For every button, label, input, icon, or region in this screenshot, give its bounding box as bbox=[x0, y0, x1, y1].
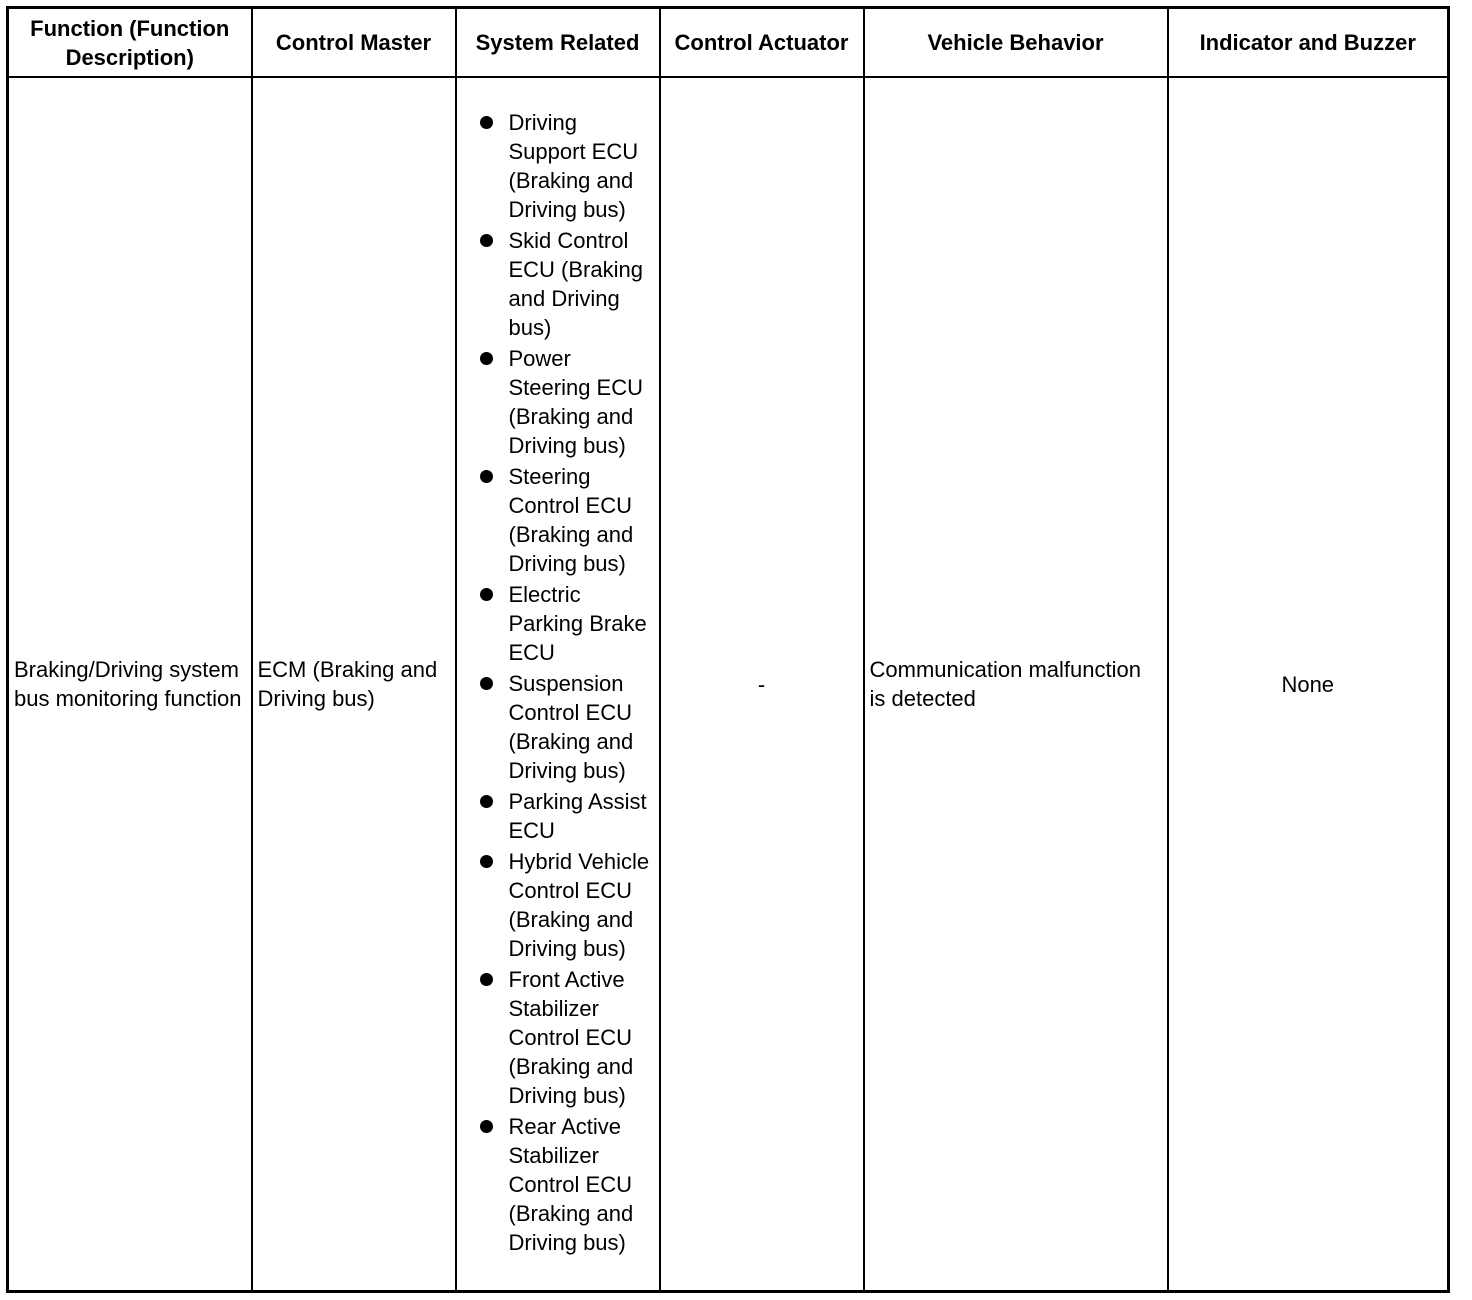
list-item-label: Parking Assist ECU bbox=[508, 789, 647, 843]
header-vehicle-behavior: Vehicle Behavior bbox=[864, 8, 1168, 78]
list-item bbox=[477, 847, 653, 963]
list-item bbox=[477, 344, 653, 460]
bullet-icon bbox=[480, 677, 493, 690]
system-related-list bbox=[457, 105, 659, 1263]
cell-control-master: ECM (Braking and Driving bus) bbox=[252, 77, 456, 1292]
cell-indicator-buzzer: None bbox=[1168, 77, 1449, 1292]
bullet-icon bbox=[480, 116, 493, 129]
bullet-icon bbox=[480, 795, 493, 808]
list-item bbox=[477, 108, 653, 224]
list-item bbox=[477, 462, 653, 578]
cell-control-actuator: - bbox=[660, 77, 864, 1292]
function-table bbox=[6, 6, 1450, 1293]
table-row bbox=[8, 77, 1449, 1292]
list-item bbox=[477, 1112, 653, 1257]
cell-vehicle-behavior: Communication malfunction is detected bbox=[864, 77, 1168, 1292]
header-function: Function (Function Description) bbox=[8, 8, 252, 78]
bullet-icon bbox=[480, 234, 493, 247]
list-item bbox=[477, 580, 653, 667]
header-system-related: System Related bbox=[456, 8, 660, 78]
bullet-icon bbox=[480, 588, 493, 601]
header-control-actuator: Control Actuator bbox=[660, 8, 864, 78]
list-item-label: Front Active Stabilizer Control ECU (Braking and Driving bus) bbox=[508, 967, 634, 1108]
bullet-icon bbox=[480, 352, 493, 365]
list-item-label: Electric Parking Brake ECU bbox=[508, 582, 647, 665]
list-item-label: Hybrid Vehicle Control ECU (Braking and Driving bus) bbox=[508, 849, 650, 961]
bullet-icon bbox=[480, 973, 493, 986]
list-item bbox=[477, 787, 653, 845]
list-item-label: Rear Active Stabilizer Control ECU (Braking and Driving bus) bbox=[508, 1114, 634, 1255]
list-item-label: Steering Control ECU (Braking and Driving bus) bbox=[508, 464, 634, 576]
list-item bbox=[477, 965, 653, 1110]
list-item-label: Power Steering ECU (Braking and Driving bus) bbox=[508, 346, 644, 458]
list-item-label: Suspension Control ECU (Braking and Driving bus) bbox=[508, 671, 634, 783]
list-item-label: Driving Support ECU (Braking and Driving bus) bbox=[508, 110, 639, 222]
bullet-icon bbox=[480, 470, 493, 483]
header-control-master: Control Master bbox=[252, 8, 456, 78]
list-item bbox=[477, 226, 653, 342]
bullet-icon bbox=[480, 1120, 493, 1133]
list-item bbox=[477, 669, 653, 785]
header-indicator-buzzer: Indicator and Buzzer bbox=[1168, 8, 1449, 78]
list-item-label: Skid Control ECU (Braking and Driving bus) bbox=[508, 228, 643, 340]
bullet-icon bbox=[480, 855, 493, 868]
header-row bbox=[8, 8, 1449, 78]
cell-function: Braking/Driving system bus monitoring function bbox=[8, 77, 252, 1292]
cell-system-related bbox=[456, 77, 660, 1292]
